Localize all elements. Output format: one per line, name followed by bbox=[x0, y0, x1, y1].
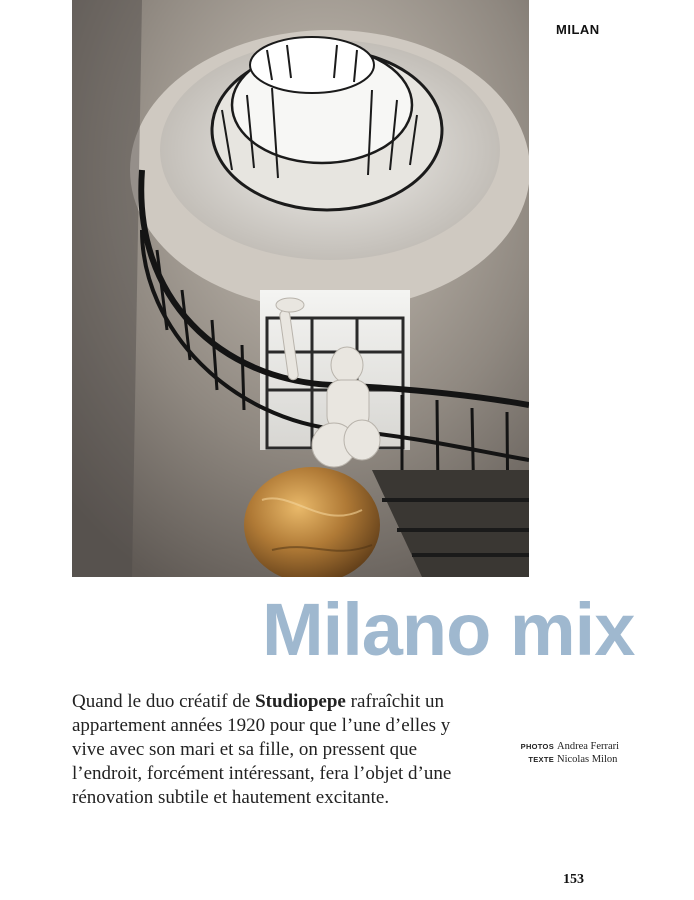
section-label: MILAN bbox=[556, 22, 600, 37]
photo-credit bbox=[500, 740, 650, 753]
text-credit bbox=[500, 753, 650, 766]
credit-label: PHOTOS bbox=[520, 742, 554, 751]
credit-name: Nicolas Milon bbox=[557, 754, 618, 765]
credit-label: TEXTE bbox=[528, 755, 554, 764]
credit-name: Andrea Ferrari bbox=[557, 741, 620, 752]
standfirst-lead: Quand le duo créatif de bbox=[72, 691, 256, 712]
studio-name: Studiopepe bbox=[255, 691, 346, 712]
article-standfirst bbox=[72, 690, 482, 810]
credits bbox=[500, 740, 650, 766]
page-number: 153 bbox=[563, 872, 584, 887]
staircase-photo bbox=[72, 0, 529, 577]
article-title: Milano mix bbox=[262, 588, 635, 671]
standfirst-body: rafraîchit un appartement années 1920 pour que l’une d’elles y vive avec son mari et sa fille, on pressent que l’endroit, forcément intéressant, fera l’objet d’une rénovation subtile et hautement excitante. bbox=[72, 691, 452, 808]
